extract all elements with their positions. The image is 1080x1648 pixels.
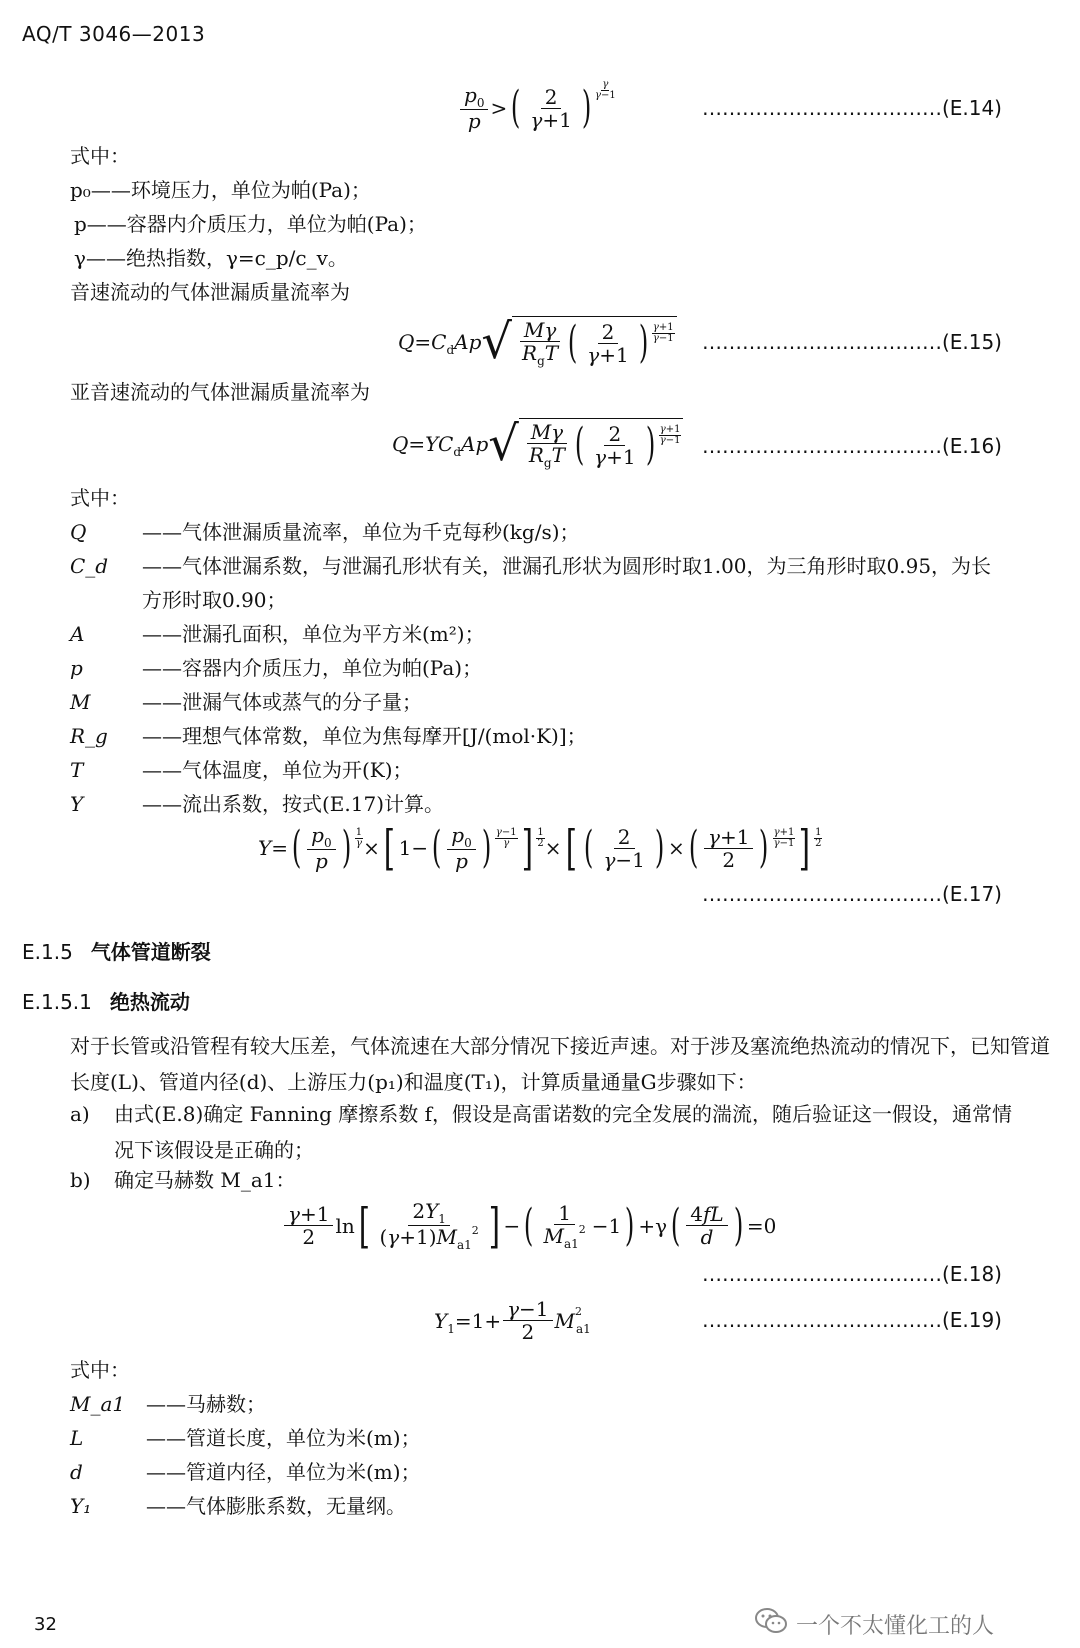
eq-number-e17: ………………………………(E.17) <box>701 882 1002 906</box>
body-text: 音速流动的气体泄漏质量流率为 <box>70 280 350 304</box>
definition-item: C_d ——气体泄漏系数，与泄漏孔形状有关，泄漏孔形状为圆形时取1.00，为三角形时取0.95，为长 <box>70 554 992 578</box>
paragraph: 对于长管或沿管程有较大压差，气体流速在大部分情况下接近声速。对于涉及塞流绝热流动的情况下，已知管道长度(L)、管道内径(d)、上游压力(p₁)和温度(T₁)，计算质量通量G步骤如下： <box>70 1034 1050 1094</box>
formula-e15: $Q=C_dAp$ √ $\frac{M\gamma}{R_gT}$ ( $\frac{2}{\gamma+1}$ ) γ+1 γ−1 <box>398 316 677 367</box>
watermark-text: 一个不太懂化工的人 <box>795 1613 994 1639</box>
definition-item: γ——绝热指数，γ=c_p/c_v。 <box>74 246 348 270</box>
formula-e18: $\frac{\gamma+1}{2}$ ln [ $\frac{2Y_1}{(\gamma+1)M_{a1}^2}$ ] − ( $\frac{1}{M_{a1}^2}$ −1 ) +γ ( $\frac{4fL}{d}$ ) =0 <box>282 1200 776 1251</box>
standard-header: AQ/T 3046—2013 <box>22 22 206 46</box>
section-heading-e151: E.1.5.1 绝热流动 <box>22 990 190 1014</box>
where-label: 式中： <box>70 1358 130 1382</box>
definition-item: d ——管道内径，单位为米(m)； <box>70 1460 421 1484</box>
list-item-a: 由式(E.8)确定 Fanning 摩擦系数 f，假设是高雷诺数的完全发展的湍流，随后验证这一假设，通常情况下该假设是正确的； <box>114 1102 1013 1162</box>
definition-item: M_a1 ——马赫数； <box>70 1392 266 1416</box>
list-label-a: a) <box>70 1102 90 1126</box>
definition-item: T ——气体温度，单位为开(K)； <box>70 758 413 782</box>
watermark <box>754 1606 994 1642</box>
definition-item: Q ——气体泄漏质量流率，单位为千克每秒(kg/s)； <box>70 520 580 544</box>
formula-e16: $Q=YC_dAp$ √ $\frac{M\gamma}{R_gT}$ ( $\frac{2}{\gamma+1}$ ) γ+1 γ−1 <box>392 418 683 469</box>
formula-e17: Y= ( $\frac{p_0}{p}$ ) $\frac{1}{\gamma}$ × [ 1− ( $\frac{p_0}{p}$ ) γ−1 γ ] $\frac{1}{2}$ × [ ( $\frac{2}{\gamma-1}$ ) × ( $\frac{\gamma+1}{2}$ ) γ+1 γ−1 ] 1 2 <box>258 820 822 876</box>
where-label: 式中： <box>70 144 130 168</box>
formula-e14: $\frac{p_0}{p}$ > ( $\frac{2}{\gamma+1}$ ) γ γ−1 <box>458 84 616 132</box>
definition-item: Y ——流出系数，按式(E.17)计算。 <box>70 792 445 816</box>
definition-item: 方形时取0.90； <box>142 588 287 612</box>
definition-item: Y₁ ——气体膨胀系数，无量纲。 <box>70 1494 406 1518</box>
where-label: 式中： <box>70 486 130 510</box>
wechat-icon <box>754 1606 788 1642</box>
body-text: 亚音速流动的气体泄漏质量流率为 <box>70 380 370 404</box>
list-label-b: b) <box>70 1168 91 1192</box>
list-item-b: 确定马赫数 M_a1： <box>114 1168 296 1192</box>
eq-number-e18: ………………………………(E.18) <box>701 1262 1002 1286</box>
eq-number-e15: ………………………………(E.15) <box>701 330 1002 354</box>
definition-item: p ——容器内介质压力，单位为帕(Pa)； <box>70 656 483 680</box>
definition-item: p₀——环境压力，单位为帕(Pa)； <box>70 178 371 202</box>
definition-item: R_g ——理想气体常数，单位为焦每摩开[J/(mol·K)]； <box>70 724 587 748</box>
definition-item: L ——管道长度，单位为米(m)； <box>70 1426 421 1450</box>
formula-e19: $Y_1=1+$ $\frac{\gamma-1}{2}$ $M^2_{a1}$ <box>434 1297 591 1344</box>
definition-item: A ——泄漏孔面积，单位为平方米(m²)； <box>70 622 485 646</box>
definition-item: p——容器内介质压力，单位为帕(Pa)； <box>74 212 427 236</box>
page-number: 32 <box>34 1614 57 1635</box>
eq-number-e19: ………………………………(E.19) <box>701 1308 1002 1332</box>
eq-number-e14: ………………………………(E.14) <box>701 96 1002 120</box>
section-heading-e15: E.1.5 气体管道断裂 <box>22 940 211 964</box>
eq-number-e16: ………………………………(E.16) <box>701 434 1002 458</box>
definition-item: M ——泄漏气体或蒸气的分子量； <box>70 690 422 714</box>
